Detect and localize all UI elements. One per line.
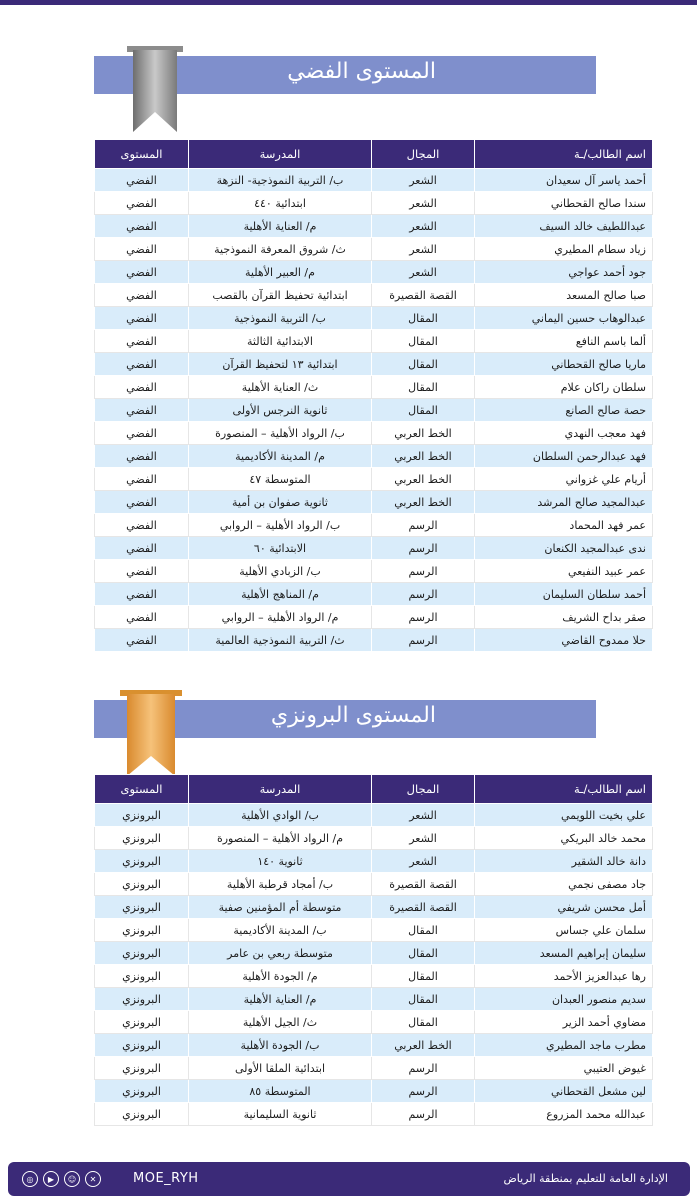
cell-name: فهد معجب النهدي: [475, 422, 653, 445]
cell-level: الفضي: [95, 629, 189, 652]
table-row: [95, 919, 653, 942]
cell-field: المقال: [372, 988, 475, 1011]
cell-level: البرونزي: [95, 1103, 189, 1126]
table-row: [95, 896, 653, 919]
cell-school: الابتدائية ٦٠: [189, 537, 372, 560]
table-row: [95, 850, 653, 873]
table-row: [95, 629, 653, 652]
cell-field: الشعر: [372, 192, 475, 215]
cell-name: مضاوي أحمد الزير: [475, 1011, 653, 1034]
table-row: [95, 376, 653, 399]
x-icon[interactable]: ✕: [85, 1171, 101, 1187]
cell-school: ب/ أمجاد قرطبة الأهلية: [189, 873, 372, 896]
cell-school: ب/ الرواد الأهلية – الروابي: [189, 514, 372, 537]
cell-school: الابتدائية الثالثة: [189, 330, 372, 353]
cell-level: البرونزي: [95, 1080, 189, 1103]
cell-level: الفضي: [95, 353, 189, 376]
cell-level: الفضي: [95, 583, 189, 606]
cell-school: ب/ الجودة الأهلية: [189, 1034, 372, 1057]
table-row: [95, 445, 653, 468]
cell-field: الشعر: [372, 238, 475, 261]
header-field: المجال: [372, 775, 475, 804]
cell-name: ندى عبدالمجيد الكنعان: [475, 537, 653, 560]
cell-field: الرسم: [372, 560, 475, 583]
cell-name: فهد عبدالرحمن السلطان: [475, 445, 653, 468]
cell-name: سلطان راكان علام: [475, 376, 653, 399]
cell-level: البرونزي: [95, 873, 189, 896]
cell-name: سندا صالح القحطاني: [475, 192, 653, 215]
cell-school: المتوسطة ٤٧: [189, 468, 372, 491]
table-row: [95, 965, 653, 988]
cell-name: سلمان علي جساس: [475, 919, 653, 942]
cell-field: الشعر: [372, 804, 475, 827]
cell-name: أريام علي غزواني: [475, 468, 653, 491]
cell-field: الخط العربي: [372, 468, 475, 491]
table-row: [95, 215, 653, 238]
social-icons: [22, 1171, 101, 1187]
cell-name: حلا ممدوح القاضي: [475, 629, 653, 652]
header-name: اسم الطالب/ـة: [475, 140, 653, 169]
table-row: [95, 942, 653, 965]
table-row: [95, 169, 653, 192]
cell-school: م/ العناية الأهلية: [189, 215, 372, 238]
cell-level: الفضي: [95, 307, 189, 330]
cell-name: رها عبدالعزيز الأحمد: [475, 965, 653, 988]
cell-field: الشعر: [372, 261, 475, 284]
bronze-table-header: [95, 775, 653, 804]
cell-name: عبدالمجيد صالح المرشد: [475, 491, 653, 514]
silver-table-header: [95, 140, 653, 169]
header-school: المدرسة: [189, 140, 372, 169]
cell-name: ألما باسم النافع: [475, 330, 653, 353]
cell-name: حصة صالح الصانع: [475, 399, 653, 422]
cell-level: الفضي: [95, 468, 189, 491]
table-row: [95, 1057, 653, 1080]
bronze-table: [94, 774, 653, 1126]
cell-school: متوسطة أم المؤمنين صفية: [189, 896, 372, 919]
cell-school: ابتدائية الملقا الأولى: [189, 1057, 372, 1080]
cell-field: المقال: [372, 330, 475, 353]
cell-field: المقال: [372, 307, 475, 330]
cell-level: البرونزي: [95, 850, 189, 873]
cell-school: ب/ التربية النموذجية- النزهة: [189, 169, 372, 192]
cell-level: الفضي: [95, 445, 189, 468]
cell-name: ماريا صالح القحطاني: [475, 353, 653, 376]
cell-name: غيوض العتيبي: [475, 1057, 653, 1080]
cell-name: جود أحمد عواجي: [475, 261, 653, 284]
cell-name: جاد مصفى نجمي: [475, 873, 653, 896]
cell-field: الشعر: [372, 827, 475, 850]
cell-field: المقال: [372, 399, 475, 422]
cell-school: ب/ التربية النموذجية: [189, 307, 372, 330]
cell-field: القصة القصيرة: [372, 873, 475, 896]
cell-name: سليمان إبراهيم المسعد: [475, 942, 653, 965]
cell-level: البرونزي: [95, 804, 189, 827]
table-row: [95, 873, 653, 896]
header-level: المستوى: [95, 775, 189, 804]
cell-level: الفضي: [95, 192, 189, 215]
cell-level: الفضي: [95, 169, 189, 192]
cell-name: عبدالوهاب حسين اليماني: [475, 307, 653, 330]
cell-field: الرسم: [372, 629, 475, 652]
cell-school: ابتدائية ١٣ لتحفيظ القرآن: [189, 353, 372, 376]
cell-level: البرونزي: [95, 919, 189, 942]
cell-school: ث/ الجيل الأهلية: [189, 1011, 372, 1034]
cell-field: القصة القصيرة: [372, 284, 475, 307]
silver-section-title: المستوى الفضي: [287, 59, 436, 84]
cell-school: م/ العناية الأهلية: [189, 988, 372, 1011]
cell-school: ب/ المدينة الأكاديمية: [189, 919, 372, 942]
header-school: المدرسة: [189, 775, 372, 804]
cell-name: محمد خالد البريكي: [475, 827, 653, 850]
table-row: [95, 261, 653, 284]
table-row: [95, 284, 653, 307]
cell-level: الفضي: [95, 284, 189, 307]
cell-level: البرونزي: [95, 1034, 189, 1057]
cell-name: عمر فهد المحماد: [475, 514, 653, 537]
cell-level: الفضي: [95, 422, 189, 445]
cell-field: الرسم: [372, 537, 475, 560]
cell-field: المقال: [372, 353, 475, 376]
cell-field: الرسم: [372, 583, 475, 606]
cell-field: الخط العربي: [372, 422, 475, 445]
cell-school: م/ الرواد الأهلية – الروابي: [189, 606, 372, 629]
cell-field: الرسم: [372, 606, 475, 629]
cell-level: البرونزي: [95, 942, 189, 965]
cell-school: ثانوية ١٤٠: [189, 850, 372, 873]
table-row: [95, 1080, 653, 1103]
cell-level: البرونزي: [95, 965, 189, 988]
cell-school: م/ الرواد الأهلية – المنصورة: [189, 827, 372, 850]
cell-name: أمل محسن شريفي: [475, 896, 653, 919]
cell-school: ثانوية السليمانية: [189, 1103, 372, 1126]
cell-level: البرونزي: [95, 1011, 189, 1034]
top-accent-bar: [0, 0, 697, 5]
cell-name: أحمد ياسر آل سعيدان: [475, 169, 653, 192]
cell-level: الفضي: [95, 537, 189, 560]
table-row: [95, 606, 653, 629]
cell-school: ابتدائية تحفيظ القرآن بالقصب: [189, 284, 372, 307]
cell-level: البرونزي: [95, 827, 189, 850]
cell-field: المقال: [372, 376, 475, 399]
cell-level: البرونزي: [95, 896, 189, 919]
cell-field: المقال: [372, 942, 475, 965]
table-row: [95, 560, 653, 583]
cell-level: الفضي: [95, 514, 189, 537]
table-row: [95, 1011, 653, 1034]
cell-name: صبا صالح المسعد: [475, 284, 653, 307]
cell-school: ث/ التربية النموذجية العالمية: [189, 629, 372, 652]
cell-name: مطرب ماجد المطيري: [475, 1034, 653, 1057]
cell-school: م/ العبير الأهلية: [189, 261, 372, 284]
cell-name: أحمد سلطان السليمان: [475, 583, 653, 606]
cell-level: الفضي: [95, 606, 189, 629]
table-row: [95, 307, 653, 330]
table-row: [95, 422, 653, 445]
bronze-section-title: المستوى البرونزي: [270, 703, 436, 728]
cell-school: ث/ شروق المعرفة النموذجية: [189, 238, 372, 261]
table-row: [95, 804, 653, 827]
table-row: [95, 583, 653, 606]
cell-level: البرونزي: [95, 1057, 189, 1080]
cell-name: عبداللطيف خالد السيف: [475, 215, 653, 238]
cell-field: الرسم: [372, 1080, 475, 1103]
table-row: [95, 330, 653, 353]
table-row: [95, 1034, 653, 1057]
cell-name: لين مشعل القحطاني: [475, 1080, 653, 1103]
cell-school: م/ المدينة الأكاديمية: [189, 445, 372, 468]
cell-level: الفضي: [95, 560, 189, 583]
snapchat-icon[interactable]: ☺: [64, 1171, 80, 1187]
cell-name: عبدالله محمد المزروع: [475, 1103, 653, 1126]
silver-ribbon-icon: [127, 46, 183, 134]
header-level: المستوى: [95, 140, 189, 169]
cell-level: الفضي: [95, 399, 189, 422]
cell-field: الشعر: [372, 215, 475, 238]
table-row: [95, 192, 653, 215]
silver-table: [94, 139, 653, 652]
cell-field: الشعر: [372, 169, 475, 192]
cell-name: دانة خالد الشقير: [475, 850, 653, 873]
cell-level: الفضي: [95, 330, 189, 353]
cell-school: ثانوية صفوان بن أمية: [189, 491, 372, 514]
cell-school: م/ المناهج الأهلية: [189, 583, 372, 606]
cell-school: المتوسطة ٨٥: [189, 1080, 372, 1103]
cell-level: الفضي: [95, 376, 189, 399]
cell-field: القصة القصيرة: [372, 896, 475, 919]
table-row: [95, 399, 653, 422]
header-field: المجال: [372, 140, 475, 169]
cell-school: متوسطة ربعي بن عامر: [189, 942, 372, 965]
table-row: [95, 491, 653, 514]
table-row: [95, 827, 653, 850]
cell-name: صقر بداح الشريف: [475, 606, 653, 629]
instagram-icon[interactable]: ◎: [22, 1171, 38, 1187]
cell-field: الخط العربي: [372, 445, 475, 468]
table-row: [95, 238, 653, 261]
cell-name: علي بخيت اللويمي: [475, 804, 653, 827]
cell-field: الرسم: [372, 1057, 475, 1080]
table-row: [95, 468, 653, 491]
table-row: [95, 353, 653, 376]
cell-name: سديم منصور العبدان: [475, 988, 653, 1011]
cell-field: الشعر: [372, 850, 475, 873]
cell-school: م/ الجودة الأهلية: [189, 965, 372, 988]
organization-name: الإدارة العامة للتعليم بمنطقة الرياض: [503, 1172, 668, 1185]
cell-level: الفضي: [95, 238, 189, 261]
cell-school: ثانوية النرجس الأولى: [189, 399, 372, 422]
bronze-ribbon-icon: [120, 690, 176, 778]
table-row: [95, 537, 653, 560]
cell-field: المقال: [372, 965, 475, 988]
cell-level: الفضي: [95, 215, 189, 238]
youtube-icon[interactable]: ▶: [43, 1171, 59, 1187]
cell-field: الخط العربي: [372, 491, 475, 514]
table-row: [95, 988, 653, 1011]
cell-level: الفضي: [95, 491, 189, 514]
social-handle[interactable]: MOE_RYH: [133, 1171, 199, 1186]
cell-field: المقال: [372, 919, 475, 942]
cell-level: الفضي: [95, 261, 189, 284]
table-row: [95, 514, 653, 537]
footer-bar: [8, 1162, 690, 1196]
cell-name: زياد سطام المطيري: [475, 238, 653, 261]
cell-name: عمر عبيد النفيعي: [475, 560, 653, 583]
cell-school: ب/ الزبادي الأهلية: [189, 560, 372, 583]
cell-school: ب/ الوادي الأهلية: [189, 804, 372, 827]
cell-school: ث/ العناية الأهلية: [189, 376, 372, 399]
header-name: اسم الطالب/ـة: [475, 775, 653, 804]
cell-level: البرونزي: [95, 988, 189, 1011]
cell-field: المقال: [372, 1011, 475, 1034]
cell-field: الرسم: [372, 1103, 475, 1126]
cell-field: الرسم: [372, 514, 475, 537]
cell-field: الخط العربي: [372, 1034, 475, 1057]
table-row: [95, 1103, 653, 1126]
cell-school: ابتدائية ٤٤٠: [189, 192, 372, 215]
cell-school: ب/ الرواد الأهلية – المنصورة: [189, 422, 372, 445]
